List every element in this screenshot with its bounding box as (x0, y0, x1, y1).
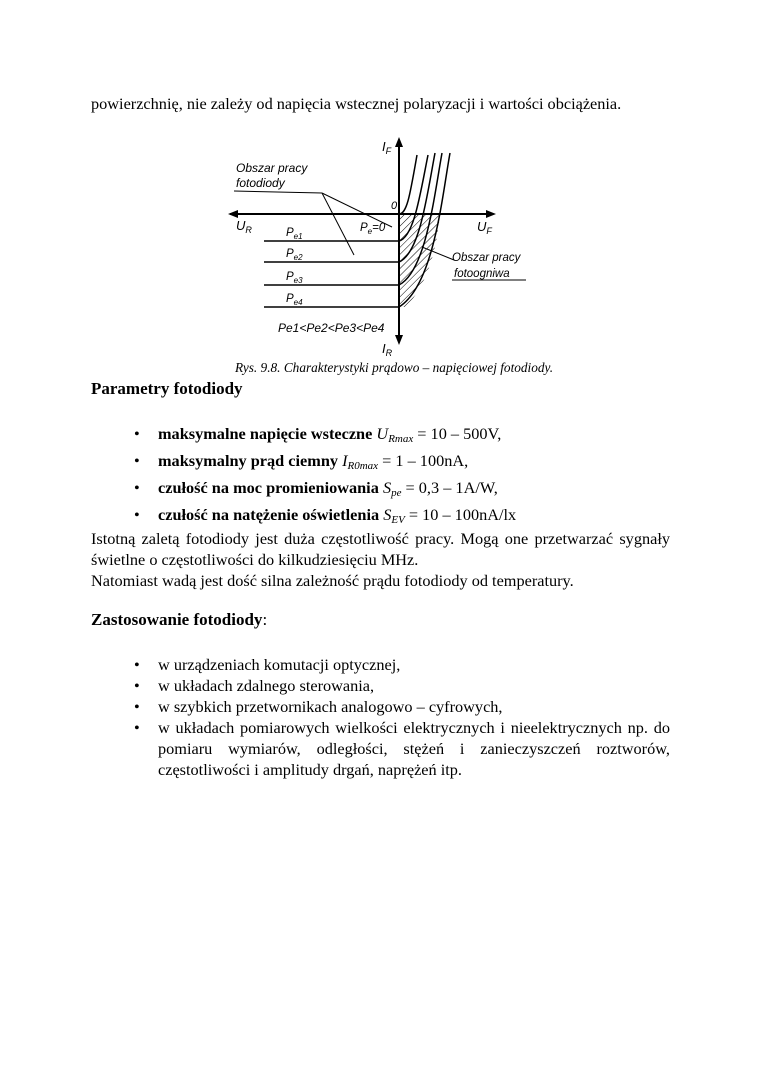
photodiode-label-underline (234, 191, 322, 193)
pe2-label: P (286, 248, 294, 260)
ir-arrowhead (395, 335, 403, 345)
pe0-label: P (360, 222, 368, 234)
svg-text:Pe3 (286, 271, 303, 285)
origin-label: 0 (391, 200, 398, 212)
inequality-label: Pe1<Pe2<Pe3<Pe4 (278, 321, 385, 335)
ir-axis-label: I (382, 341, 386, 356)
params-heading: Parametry fotodiody (91, 379, 243, 398)
pe4-label: P (286, 293, 294, 305)
pe0-sub: e (367, 227, 373, 236)
pe1-label: P (286, 227, 294, 239)
photodiode-region-label-2: fotodiody (236, 176, 285, 190)
pe3-sub: e3 (293, 276, 303, 285)
ur-axis-label: U (236, 218, 246, 233)
ur-arrowhead (228, 210, 238, 218)
uf-arrowhead (486, 210, 496, 218)
svg-text:IF (382, 139, 392, 156)
pe4-sub: e4 (293, 298, 303, 307)
curve-pe0 (399, 155, 417, 214)
params-list (134, 423, 674, 531)
bullet: • (134, 451, 140, 470)
pe0-tail: =0 (372, 222, 386, 234)
app-item: • w układach zdalnego sterowania, (134, 676, 375, 695)
bullet: • (134, 424, 140, 443)
bullet: • (134, 718, 140, 737)
param-item: • czułość na moc promieniowania $S_{pe} = 0,3 - 1A/W$, (134, 478, 498, 499)
uf-axis-sub: F (486, 226, 492, 236)
bullet: • (134, 655, 140, 674)
photocell-region-label-1: Obszar pracy (452, 252, 521, 264)
pe1-sub: e1 (293, 232, 303, 241)
iv-characteristic-figure (222, 135, 530, 360)
pe3-label: P (286, 271, 294, 283)
bullet: • (134, 478, 140, 497)
bullet: • (134, 676, 140, 695)
app-item: • w układach pomiarowych wielkości elektrycznych i nieelektrycznych np. do pomiaru wymiarów, odległości, stężeń i zanieczyszczeń roztworów, częstotliwości i amplitudy drgań, naprężeń itp. (134, 718, 670, 779)
app-item: • w szybkich przetwornikach analogowo – cyfrowych, (134, 697, 503, 716)
svg-text:Pe2 (286, 248, 303, 262)
iv-chart-svg (222, 135, 530, 360)
param-item: • maksymalny prąd ciemny $I_{R0max} = 1 - 100nA$, (134, 451, 469, 472)
svg-text:Pe=0 (360, 222, 386, 236)
svg-text:Pe1 (286, 227, 303, 241)
apps-heading: Zastosowanie fotodiody: (91, 610, 268, 629)
pe2-sub: e2 (293, 253, 303, 262)
disadvantage-paragraph: Natomiast wadą jest dość silna zależność prądu fotodiody od temperatury. (91, 571, 574, 590)
param-item: • maksymalne napięcie wsteczne $U_{Rmax} = 10 - 500V$, (134, 424, 502, 445)
if-axis-label: I (382, 139, 386, 154)
advantage-paragraph: Istotną zaletą fotodiody jest duża częstotliwość pracy. Mogą one przetwarzać sygnały świetlne o częstotliwości do kilkudziesięciu MHz. (91, 529, 670, 569)
svg-text:Pe4 (286, 293, 303, 307)
apps-list (134, 654, 670, 780)
svg-text:UF (477, 219, 492, 236)
intro-paragraph: powierzchnię, nie zależy od napięcia wstecznej polaryzacji i wartości obciążenia. (91, 94, 622, 113)
figure-caption: Rys. 9.8. Charakterystyki prądowo – napięciowej fotodiody. (234, 360, 554, 375)
ir-axis-sub: R (385, 348, 393, 358)
if-axis-sub: F (385, 146, 392, 156)
photodiode-region-label-1: Obszar pracy (236, 161, 308, 175)
photocell-region-label-2: fotoogniwa (454, 268, 510, 280)
ur-axis-sub: R (245, 225, 252, 235)
svg-text:IR (382, 341, 393, 358)
bullet: • (134, 505, 140, 524)
bullet: • (134, 697, 140, 716)
photodiode-pointer (322, 193, 354, 255)
uf-axis-label: U (477, 219, 487, 234)
app-item: • w urządzeniach komutacji optycznej, (134, 655, 401, 674)
if-arrowhead (395, 137, 403, 147)
param-item: • czułość na natężenie oświetlenia $S_{EV} = 10 - 100nA/lx$ (134, 505, 517, 526)
svg-text:UR (236, 218, 252, 235)
